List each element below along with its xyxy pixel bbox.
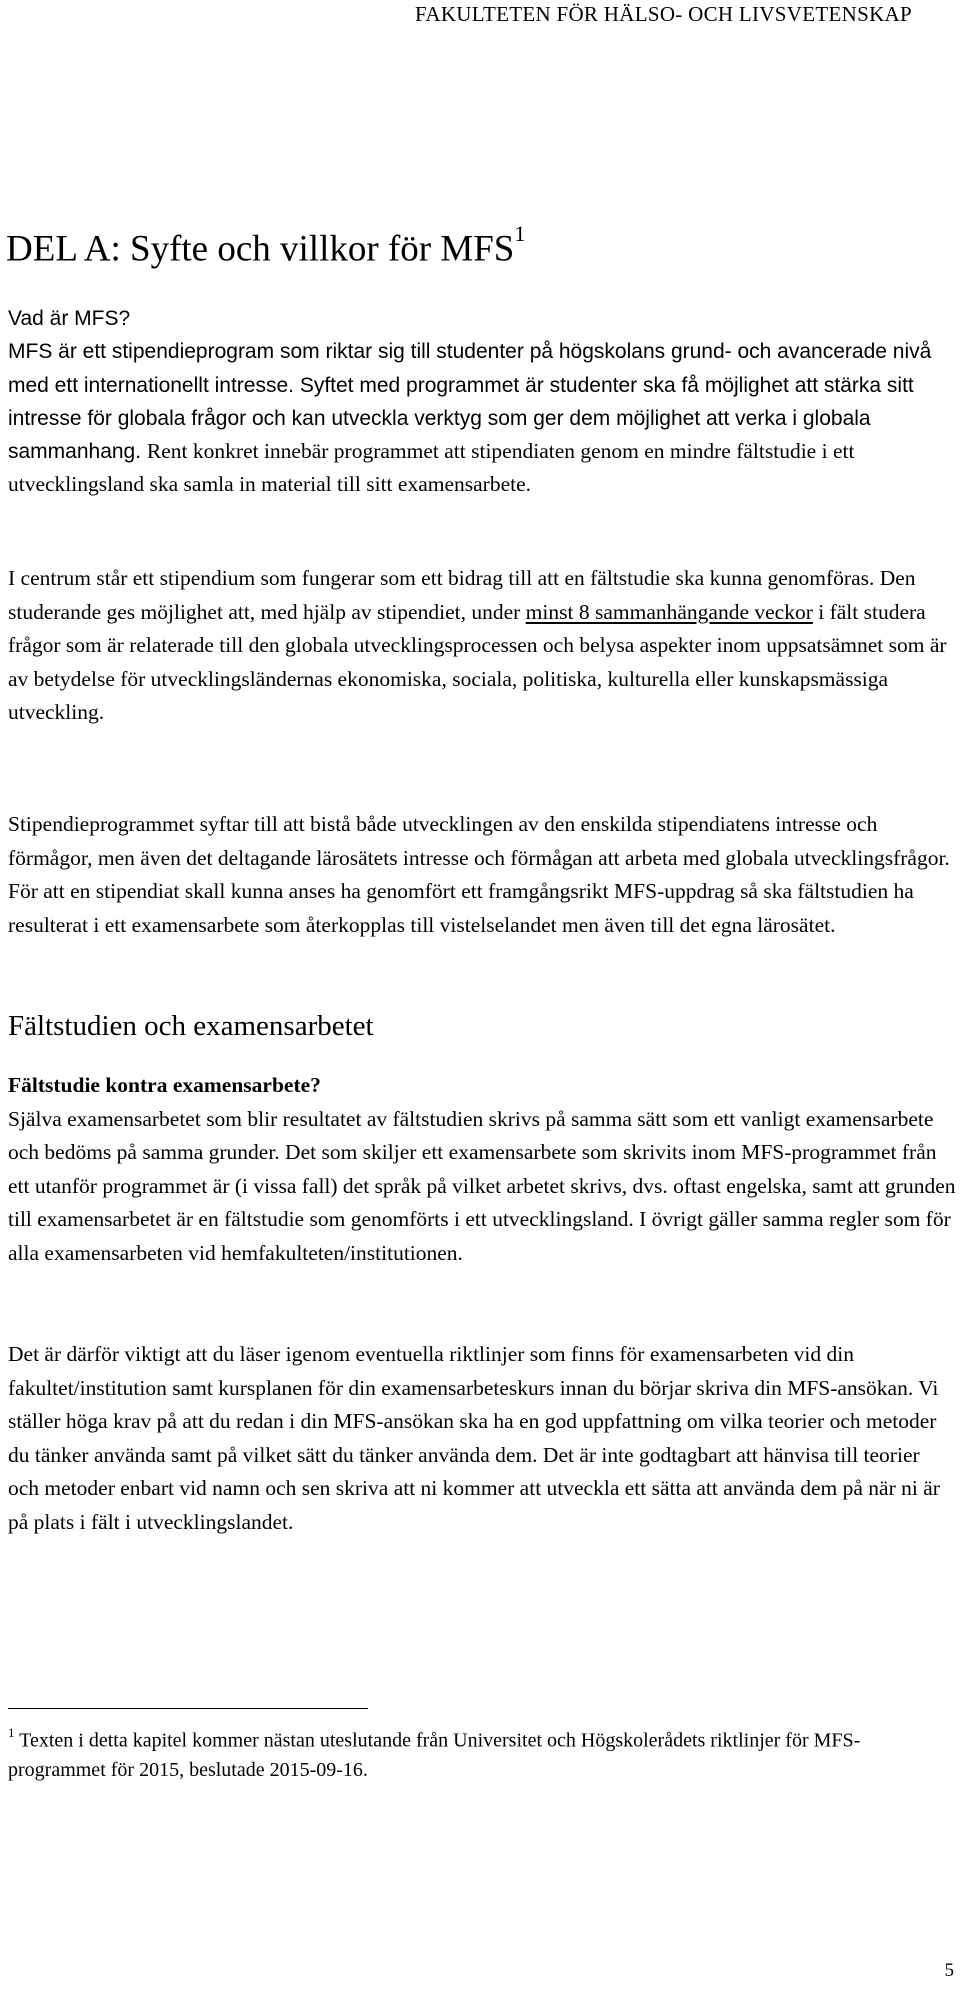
footnote <box>8 1720 956 1785</box>
intro-section <box>8 302 956 502</box>
paragraph-1-before: I centrum står ett stipendium som fungerar som ett bidrag till att en fältstudie ska kunna genomföras. Den studerande ges möjlighet att, med hjälp av stipendiet, under <box>8 566 916 624</box>
paragraph-program-aims: Stipendieprogrammet syftar till att bistå både utvecklingen av den enskilda stipendiatens intresse och förmågor, men även det deltagande lärosätets intresse och förmågan att arbeta med globala utvecklingsfrågor. För att en stipendiat skall kunna anses ha genomfört ett framgångsrikt MFS-uppdrag så ska fältstudien ha resulterat i ett examensarbete som återkopplas till vistelselandet men även till det egna lärosätet. <box>8 812 950 937</box>
footnote-number: 1 <box>8 1725 15 1740</box>
footnote-reference[interactable]: 1 <box>514 221 526 246</box>
page-title <box>6 218 525 271</box>
paragraph-1-underlined: minst 8 sammanhängande veckor <box>525 599 813 624</box>
section-heading-field-study: Fältstudien och examensarbetet <box>8 1010 374 1042</box>
footnote-text: Texten i detta kapitel kommer nästan uteslutande från Universitet och Högskolerådets riktlinjer för MFS-programmet för 2015, beslutade 2015-09-16. <box>8 1729 861 1781</box>
paragraph-stipend-purpose <box>8 562 956 730</box>
intro-question: Vad är MFS? <box>8 307 131 330</box>
faculty-header: FAKULTETEN FÖR HÄLSO- OCH LIVSVETENSKAP <box>414 2 912 26</box>
paragraph-1-after: i fält studera frågor som är relaterade till den globala utvecklingsprocessen och belysa aspekter inom uppsatsämnet som är av betydelse för utvecklingsländernas ekonomiska, sociala, politiska, kulturella eller kunskapsmässiga utveckling. <box>8 599 947 724</box>
field-study-vs-thesis <box>8 1069 956 1270</box>
footnote-divider <box>8 1708 368 1709</box>
intro-serif-text: Rent konkret innebär programmet att stipendiaten genom en mindre fältstudie i ett utvecklingsland ska samla in material till sitt examensarbete. <box>8 439 855 497</box>
paragraph-thesis-rules: Själva examensarbetet som blir resultatet av fältstudien skrivs på samma sätt som ett vanligt examensarbete och bedöms på samma grunder. Det som skiljer ett examensarbete som skrivits inom MFS-programmet från ett utanför programmet är (i vissa fall) det språk på vilket arbetet skrivs, dvs. oftast engelska, samt att grunden till examensarbetet är en fältstudie som genomförts i ett utvecklingsland. I övrigt gäller samma regler som för alla examensarbeten vid hemfakulteten/institutionen. <box>8 1106 956 1265</box>
page-number: 5 <box>944 1960 954 1981</box>
paragraph-guidelines: Det är därför viktigt att du läser igenom eventuella riktlinjer som finns för examensarbeten vid din fakultet/institution samt kursplanen för din examensarbeteskurs innan du börjar skriva din MFS-ansökan. Vi ställer höga krav på att du redan i din MFS-ansökan ska ha en god uppfattning om vilka teorier och metoder du tänker använda samt på vilket sätt du tänker använda dem. Det är inte godtagbart att hänvisa till teorier och metoder enbart vid namn och sen skriva att ni kommer att utveckla ett sätta att använda dem på när ni är på plats i fält i utvecklingslandet. <box>8 1342 940 1534</box>
subheading-field-study: Fältstudie kontra examensarbete? <box>8 1073 321 1097</box>
intro-sans-text: MFS är ett stipendieprogram som riktar sig till studenter på högskolans grund- och avancerade nivå med ett internationellt intresse. Syftet med programmet är studenter ska få möjlighet att stärka sitt intresse för globala frågor och kan utveckla verktyg som ger dem möjlighet att verka i globala sammanhang. <box>8 340 932 464</box>
page-title-text: DEL A: Syfte och villkor för MFS <box>6 228 515 270</box>
